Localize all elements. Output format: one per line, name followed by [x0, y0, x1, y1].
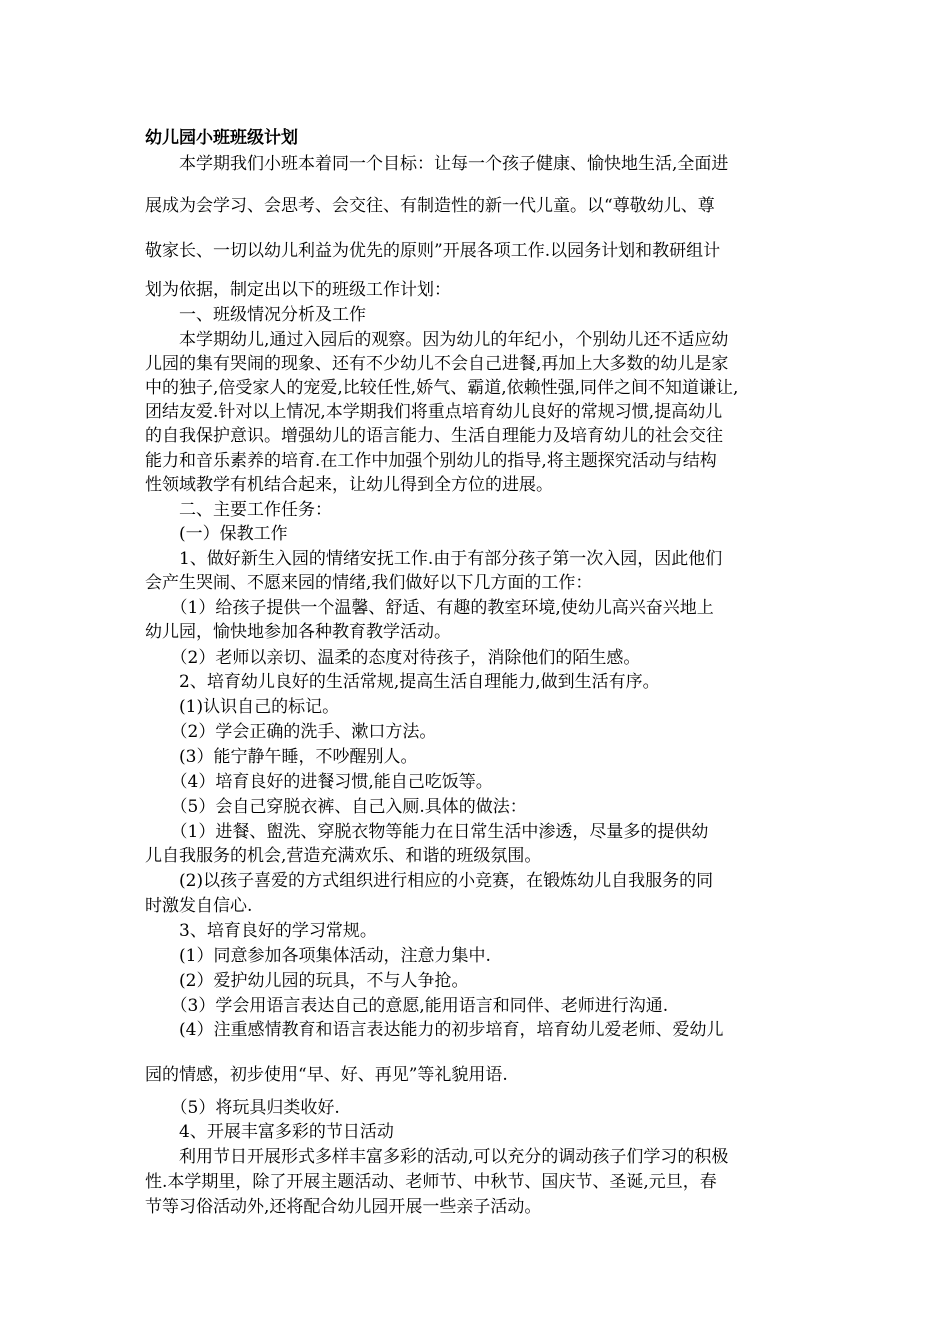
document-title: 幼儿园小班班级计划	[145, 128, 298, 148]
paragraph-line: 展成为会学习、会思考、会交往、有制造性的新一代儿童。以“尊敬幼儿、尊	[145, 196, 715, 216]
paragraph-line: 4、开展丰富多彩的节日活动	[145, 1122, 394, 1142]
paragraph-line: （4）培育良好的进餐习惯,能自己吃饭等。	[145, 772, 493, 792]
paragraph-line: 本学期幼儿,通过入园后的观察。因为幼儿的年纪小，个别幼儿还不适应幼	[145, 330, 729, 350]
paragraph-line: 利用节日开展形式多样丰富多彩的活动,可以充分的调动孩子们学习的积极	[145, 1147, 729, 1167]
paragraph-line: （5）将玩具归类收好.	[145, 1098, 340, 1118]
paragraph-line: 团结友爱.针对以上情况,本学期我们将重点培育幼儿良好的常规习惯,提高幼儿	[145, 402, 723, 422]
paragraph-line: 儿自我服务的机会,营造充满欢乐、和谐的班级氛围。	[145, 846, 542, 866]
paragraph-line: 划为依据，制定出以下的班级工作计划：	[145, 280, 451, 300]
paragraph-line: 本学期我们小班本着同一个目标：让每一个孩子健康、愉快地生活,全面进	[145, 154, 729, 174]
paragraph-line: 会产生哭闹、不愿来园的情绪,我们做好以下几方面的工作：	[145, 573, 593, 593]
paragraph-line: 敬家长、一切以幼儿利益为优先的原则”开展各项工作.以园务计划和教研组计	[145, 241, 721, 261]
paragraph-line: 能力和音乐素养的培育.在工作中加强个别幼儿的指导,将主题探究活动与结构	[145, 451, 717, 471]
paragraph-line: 中的独子,倍受家人的宠爱,比较任性,娇气、霸道,依赖性强,同伴之间不知道谦让,	[145, 378, 739, 398]
paragraph-line: （2）老师以亲切、温柔的态度对待孩子，消除他们的陌生感。	[145, 648, 641, 668]
paragraph-line: 3、培育良好的学习常规。	[145, 921, 377, 941]
paragraph-line: (1）同意参加各项集体活动，注意力集中.	[145, 946, 491, 966]
paragraph-line: 儿园的集有哭闹的现象、还有不少幼儿不会自己进餐,再加上大多数的幼儿是家	[145, 354, 729, 374]
paragraph-line: 性.本学期里，除了开展主题活动、老师节、中秋节、国庆节、圣诞,元旦，春	[145, 1172, 717, 1192]
paragraph-line: （5）会自己穿脱衣裤、自己入厕.具体的做法：	[145, 797, 527, 817]
paragraph-line: 的自我保护意识。增强幼儿的语言能力、生活自理能力及培育幼儿的社会交往	[145, 426, 723, 446]
paragraph-line: 时激发自信心.	[145, 896, 253, 916]
paragraph-line: 一、班级情况分析及工作	[145, 305, 366, 325]
paragraph-line: （3）学会用语言表达自己的意愿,能用语言和同伴、老师进行沟通.	[145, 996, 669, 1016]
paragraph-line: 1、做好新生入园的情绪安抚工作.由于有部分孩子第一次入园，因此他们	[145, 549, 723, 569]
paragraph-line: (2）爱护幼儿园的玩具，不与人争抢。	[145, 971, 469, 991]
paragraph-line: 性领域教学有机结合起来，让幼儿得到全方位的进展。	[145, 475, 553, 495]
paragraph-line: (一）保教工作	[145, 524, 288, 544]
paragraph-line: 2、培育幼儿良好的生活常规,提高生活自理能力,做到生活有序。	[145, 672, 660, 692]
paragraph-line: (1)认识自己的标记。	[145, 697, 340, 717]
paragraph-line: (2)以孩子喜爱的方式组织进行相应的小竞赛，在锻炼幼儿自我服务的同	[145, 871, 714, 891]
paragraph-line: (4）注重感情教育和语言表达能力的初步培育，培育幼儿爱老师、爱幼儿	[145, 1020, 724, 1040]
paragraph-line: （1）进餐、盥洗、穿脱衣物等能力在日常生活中渗透，尽量多的提供幼	[145, 822, 709, 842]
paragraph-line: 幼儿园，愉快地参加各种教育教学活动。	[145, 622, 451, 642]
paragraph-line: （1）给孩子提供一个温馨、舒适、有趣的教室环境,使幼儿高兴奋兴地上	[145, 598, 714, 618]
paragraph-line: 节等习俗活动外,还将配合幼儿园开展一些亲子活动。	[145, 1197, 542, 1217]
paragraph-line: 园的情感，初步使用“早、好、再见”等礼貌用语.	[145, 1065, 508, 1085]
paragraph-line: （2）学会正确的洗手、漱口方法。	[145, 722, 437, 742]
paragraph-line: 二、主要工作任务：	[145, 500, 332, 520]
paragraph-line: (3）能宁静午睡，不吵醒别人。	[145, 747, 418, 767]
